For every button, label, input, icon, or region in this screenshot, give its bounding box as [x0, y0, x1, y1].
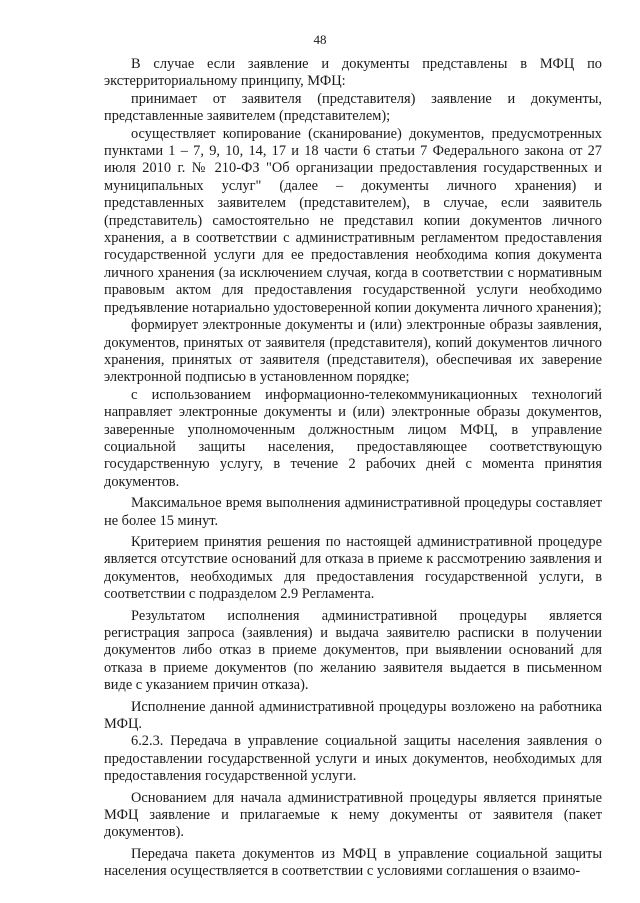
document-body [104, 56, 602, 881]
paragraph-procedure-basis: Основанием для начала административной процедуры является принятые МФЦ заявление и прилагаемые к нему документы от заявителя (пакет документов). [104, 789, 602, 841]
paragraph-section-6-2-3: 6.2.3. Передача в управление социальной защиты населения заявления о предоставлении государственной услуги и иных документов, необходимых для предоставления государственной услуги. [104, 733, 602, 785]
paragraph-forms-electronic-documents: формирует электронные документы и (или) электронные образы заявления, документов, принятых от заявителя (представителя), копий документов личного хранения, принятых от заявителя (представителя), обеспечивая их заверение электронной подписью в установленном порядке; [104, 317, 602, 386]
paragraph-extraterritorial-intro: В случае если заявление и документы представлены в МФЦ по экстерриториальному принципу, МФЦ: [104, 56, 602, 90]
paragraph-procedure-result: Результатом исполнения административной процедуры является регистрация запроса (заявления) и выдача заявителю расписки в получении документов либо отказ в приеме документов, при выявлении оснований для отказа в приеме документов (по желанию заявителя выдается в письменном виде с указанием причин отказа). [104, 607, 602, 694]
paragraph-package-transfer: Передача пакета документов из МФЦ в управление социальной защиты населения осуществляется в соответствии с условиями соглашения о взаимо- [104, 845, 602, 880]
page-number: 48 [313, 32, 327, 47]
paragraph-accepts-application: принимает от заявителя (представителя) заявление и документы, представленные заявителем (представителем); [104, 90, 602, 125]
paragraph-copying-documents: осуществляет копирование (сканирование) документов, предусмотренных пунктами 1 – 7, 9, 10, 14, 17 и 18 части 6 статьи 7 Федерального закона от 27 июля 2010 г. № 210-ФЗ "Об организации предоставления государственных и муниципальных услуг" (далее – документы личного хранения) и представленных заявителем (представителем), в случае, если заявитель (представитель) самостоятельно не представил копии документов личного хранения, а в соответствии с административным регламентом предоставления государственной услуги для ее предоставления необходима копия документа личного хранения (за исключением случая, когда в соответствии с нормативным правовым актом для предоставления государственной услуги необходимо предъявление нотариально удостоверенной копии документа личного хранения); [104, 125, 602, 316]
paragraph-sends-electronic-documents: с использованием информационно-телекоммуникационных технологий направляет электронные документы и (или) электронные образы документов, заверенные уполномоченным должностным лицом МФЦ, в управление социальной защиты населения, предоставляющее соответствующую государственную услугу, в течение 2 рабочих дней с момента принятия документов. [104, 386, 602, 490]
paragraph-decision-criterion: Критерием принятия решения по настоящей административной процедуре является отсутствие оснований для отказа в приеме к рассмотрению заявления и документов, необходимых для предоставления государственной услуги, в соответствии с подразделом 2.9 Регламента. [104, 533, 602, 603]
paragraph-responsible-worker: Исполнение данной административной процедуры возложено на работника МФЦ. [104, 698, 602, 733]
paragraph-max-time: Максимальное время выполнения административной процедуры составляет не более 15 минут. [104, 495, 602, 529]
